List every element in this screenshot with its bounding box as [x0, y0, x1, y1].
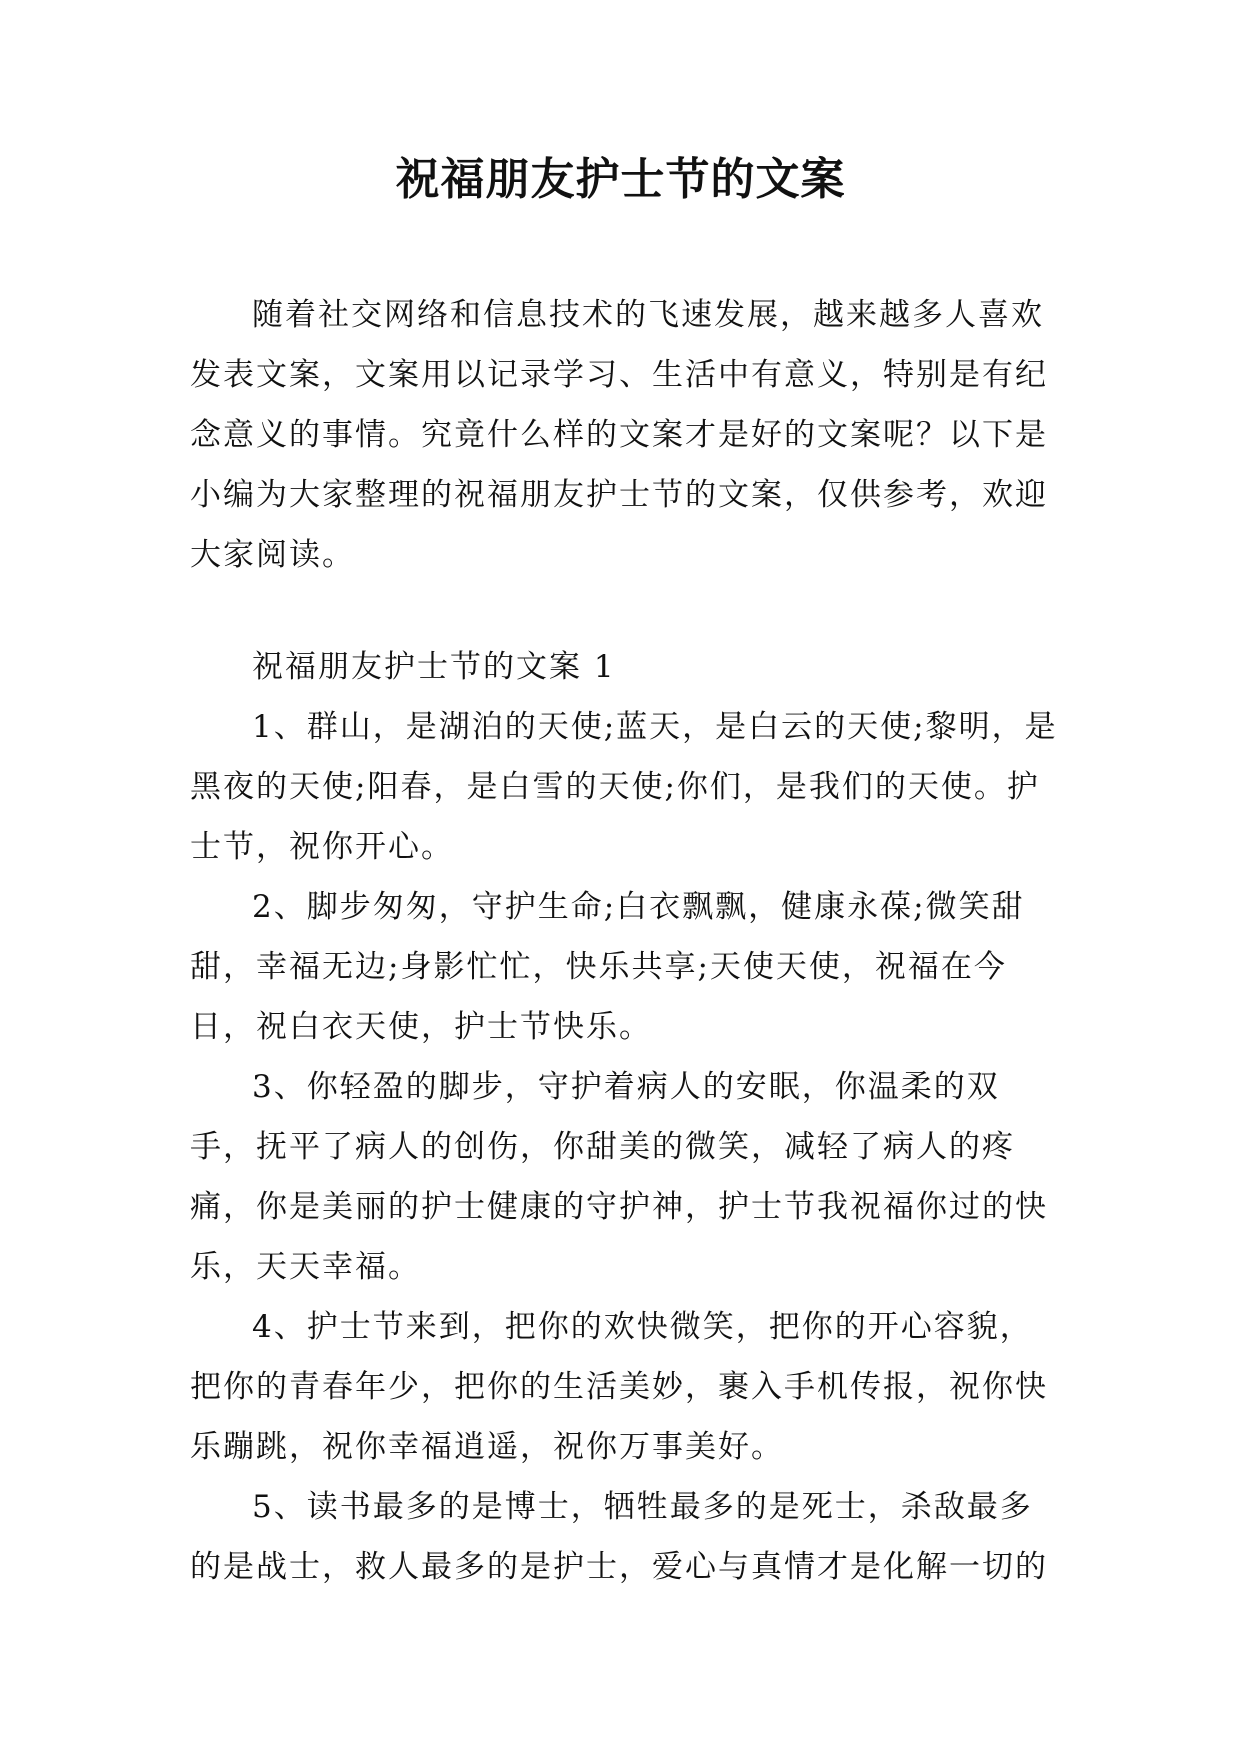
list-item-3: 3、你轻盈的脚步，守护着病人的安眠，你温柔的双手，抚平了病人的创伤，你甜美的微笑，减轻了病人的疼痛，你是美丽的护士健康的守护神，护士节我祝福你过的快乐，天天幸福。 — [190, 1069, 1048, 1285]
intro-block — [190, 285, 1065, 585]
intro-paragraph: 随着社交网络和信息技术的飞速发展，越来越多人喜欢发表文案，文案用以记录学习、生活中有意义，特别是有纪念意义的事情。究竟什么样的文案才是好的文案呢？以下是小编为大家整理的祝福朋友护士节的文案，仅供参考，欢迎大家阅读。 — [190, 297, 1048, 573]
list-item-1: 1、群山，是湖泊的天使;蓝天，是白云的天使;黎明，是黑夜的天使;阳春，是白雪的天使;你们，是我们的天使。护士节，祝你开心。 — [190, 709, 1058, 865]
list-item-2: 2、脚步匆匆，守护生命;白衣飘飘，健康永葆;微笑甜甜，幸福无边;身影忙忙，快乐共享;天使天使，祝福在今日，祝白衣天使，护士节快乐。 — [190, 889, 1025, 1045]
document-title: 祝福朋友护士节的文案 — [395, 154, 846, 205]
section-heading: 祝福朋友护士节的文案 1 — [252, 649, 616, 685]
list-item-5: 5、读书最多的是博士，牺牲最多的是死士，杀敌最多的是战士，救人最多的是护士，爱心与真情才是化解一切的 — [190, 1489, 1048, 1585]
content-block — [190, 637, 1065, 1597]
list-item-4: 4、护士节来到，把你的欢快微笑，把你的开心容貌，把你的青春年少，把你的生活美妙，裹入手机传报，祝你快乐蹦跳，祝你幸福逍遥，祝你万事美好。 — [190, 1309, 1048, 1465]
